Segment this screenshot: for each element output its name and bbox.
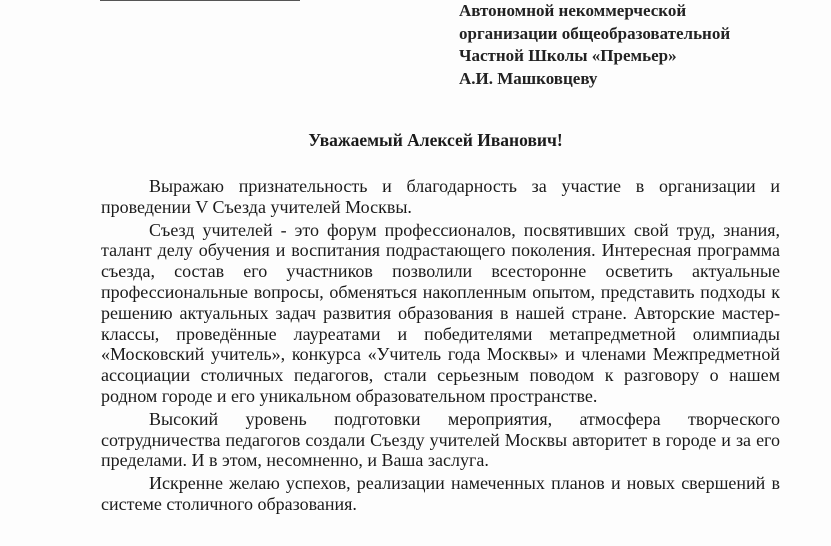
top-underline [100,0,300,4]
addressee-line: организации общеобразовательной [459,23,731,43]
letter-body [101,176,780,515]
addressee-block [459,0,730,90]
paragraph: Съезд учителей - это форум профессионалов, посвятивших свой труд, знания, талант делу обучения и воспитания подрастающего поколения. Интересная программа съезда, состав его участников позволили всесторонне осветить актуальные профессиональные вопросы, обменяться накопленным опытом, представить подходы к решению актуальных задач развития образования в нашей стране. Авторские мастер-классы, проведённые лауреатами и победителями метапредметной олимпиады «Московский учитель», конкурса «Учитель года Москвы» и членами Межпредметной ассоциации столичных педагогов, стали серьезным поводом к разговору о нашем родном городе и его уникальном образовательном пространстве. [101,219,780,406]
paragraph: Выражаю признательность и благодарность за участие в организации и проведении V Съезда учителей Москвы. [101,176,780,217]
paragraph: Высокий уровень подготовки мероприятия, атмосфера творческого сотрудничества педагогов создали Съезду учителей Москвы авторитет в городе и за его пределами. И в этом, несомненно, и Ваша заслуга. [101,408,780,471]
addressee-line: Автономной некоммерческой [459,1,687,20]
addressee-line: А.И. Машковцеву [459,68,598,88]
addressee-line: Частной Школы «Премьер» [459,46,677,65]
salutation: Уважаемый Алексей Иванович! [308,130,563,150]
paragraph: Искренне желаю успехов, реализации намеченных планов и новых свершений в системе столичного образования. [101,473,780,514]
